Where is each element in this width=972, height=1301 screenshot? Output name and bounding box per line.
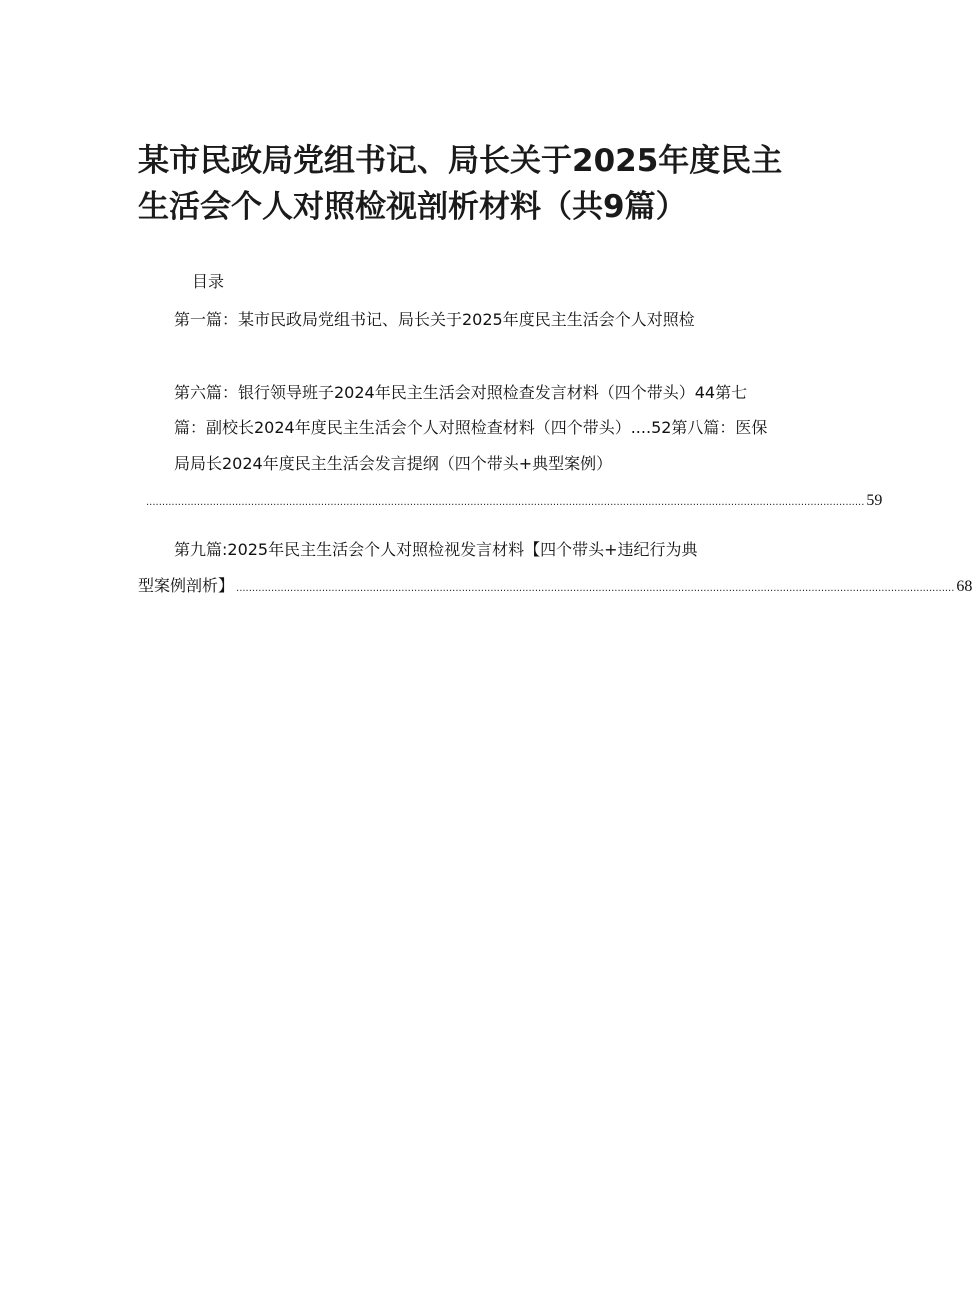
- page-number: 68: [956, 578, 972, 595]
- toc-entry-2-line-2: 篇：副校长2024年度民主生活会个人对照检查材料（四个带头）....52第八篇：医保: [174, 418, 768, 437]
- toc-leader-line-1: [144, 489, 883, 513]
- dot-leader: ..................................................................................................................................................................................................................................: [236, 583, 955, 594]
- title-line-2: 生活会个人对照检视剖析材料（共9篇）: [138, 189, 687, 225]
- title-line-1: 某市民政局党组书记、局长关于2025年度民主: [138, 143, 783, 179]
- toc-entry-3-line-1: 第九篇:2025年民主生活会个人对照检视发言材料【四个带头+违纪行为典: [174, 540, 698, 559]
- toc-entry-1: 第一篇：某市民政局党组书记、局长关于2025年度民主生活会个人对照检: [174, 310, 695, 329]
- toc-leader-line-2: [138, 574, 972, 598]
- page-number: 59: [866, 492, 883, 509]
- toc-entry-3-line-2: 型案例剖析】: [138, 576, 235, 595]
- dot-leader: ..................................................................................................................................................................................................................................: [146, 497, 865, 508]
- toc-entry-2-line-3: 局局长2024年度民主生活会发言提纲（四个带头+典型案例）: [174, 454, 613, 473]
- toc-heading: 目录: [192, 272, 225, 291]
- document-title: [138, 138, 818, 230]
- toc-entry-2-line-1: 第六篇：银行领导班子2024年民主生活会对照检查发言材料（四个带头）44第七: [174, 383, 748, 402]
